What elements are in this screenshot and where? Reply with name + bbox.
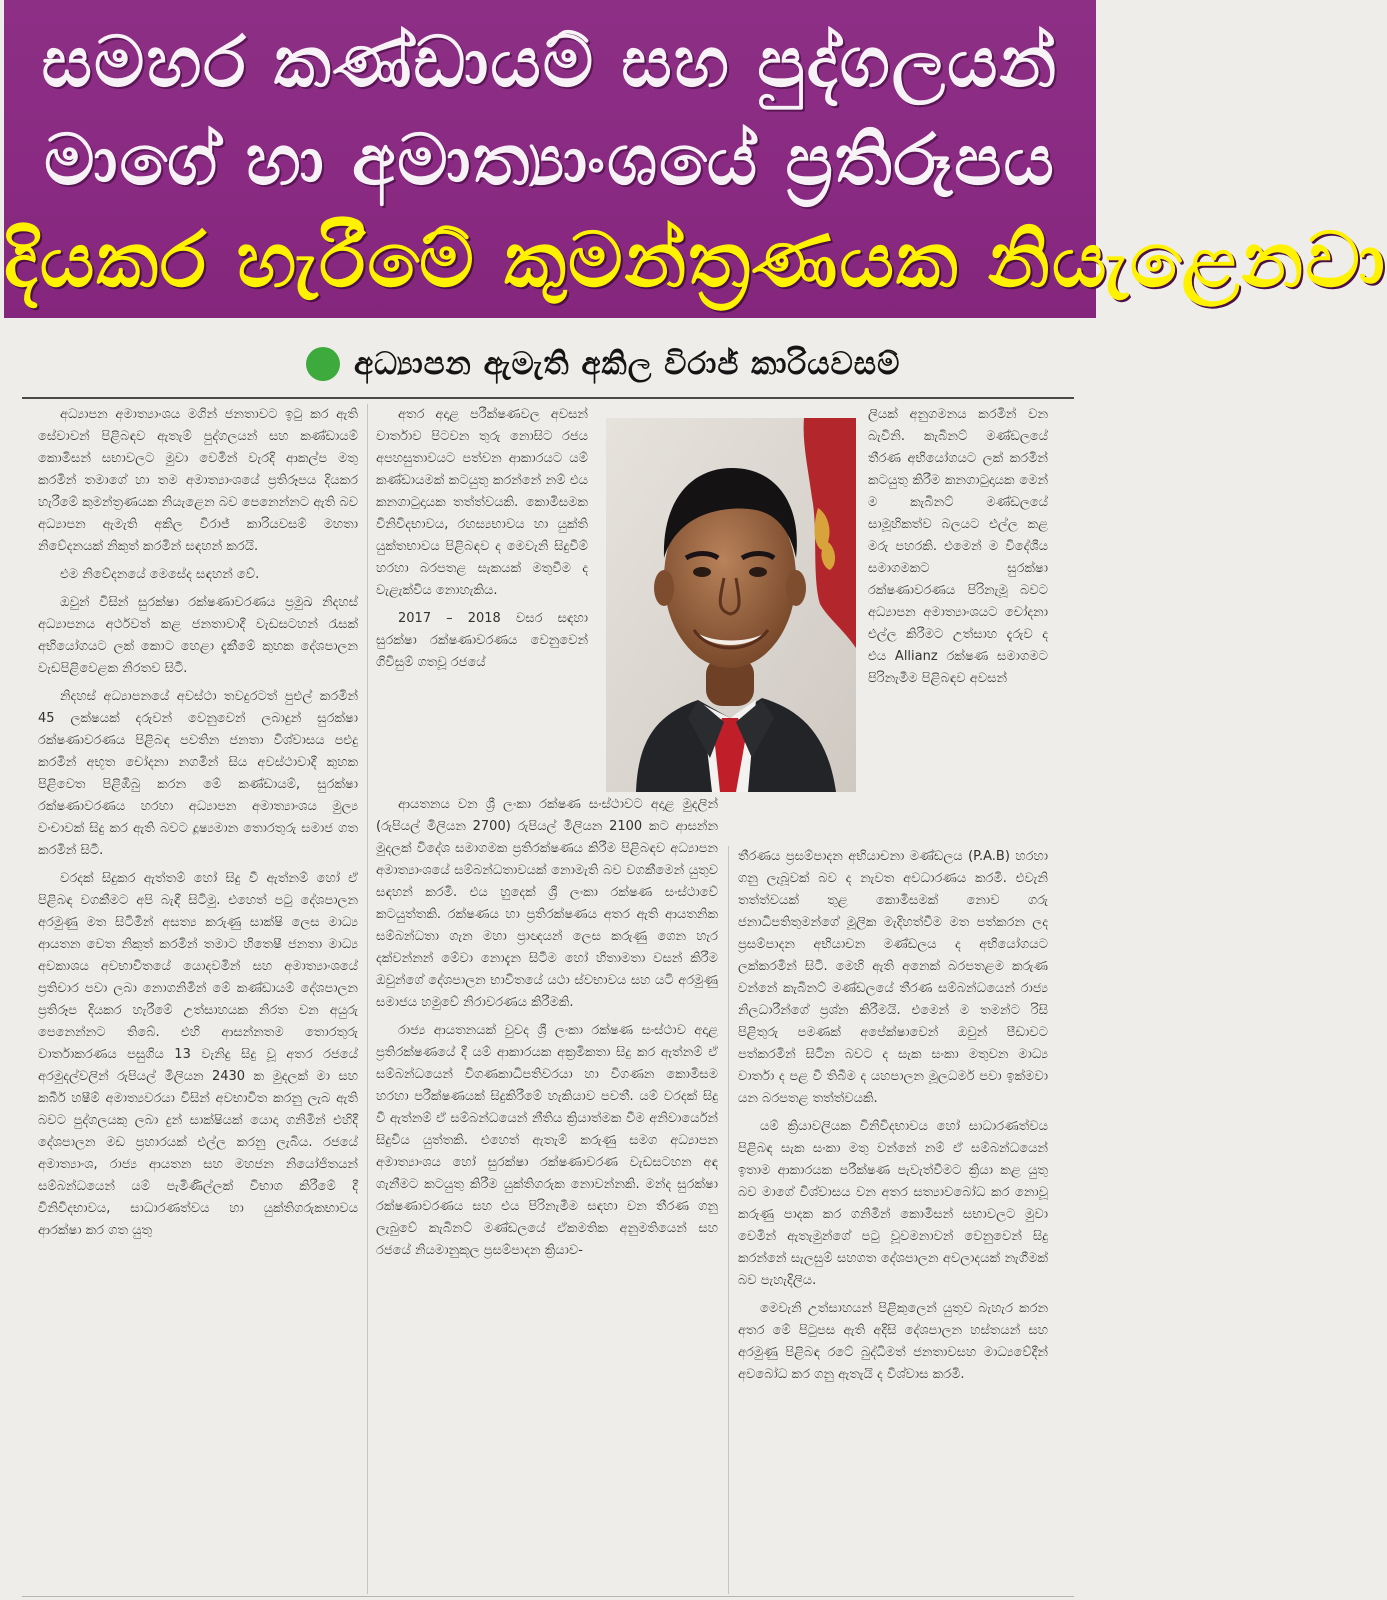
article-column-2-top (376, 404, 588, 790)
column-divider (367, 404, 368, 1594)
paragraph: ලියක් අනුගමනය කරමින් වන බැවිනි. කැබිනට් මණ්ඩලයේ තීරණ අභියෝගයට ලක් කරමින් කටයුතු කිරීම කනගාටුදායක මෙන් ම කැබිනට් මණ්ඩලයේ සාමූහිකත්ව බලයට එල්ල කළ මරු පහරකි. එමෙන් ම විදේශීය සමාගමකට සුරක්ෂා රක්ෂණාවරණය පිරිනැමූ බවට අධ්‍යාපන අමාත්‍යාංශයට චෝදනා එල්ල කිරීමට උත්සාහ දැරුව ද එය Allianz රක්ෂණ සමාගමට පිරිනැමීම පිළිබඳව අවසන් (868, 407, 1048, 686)
column-divider (728, 846, 729, 1594)
headline-banner (4, 0, 1387, 318)
headline-line-2: මාගේ හා අමාත්‍යාංශයේ ප්‍රතිරූපය (44, 119, 1056, 201)
paragraph: මෙවැනි උත්සාහයන් පිළිකුලෙන් යුතුව බැහැර කරන අතර මේ පිටුපස ඇති අදිසි දේශපාලන හස්තයන් සහ අරමුණු පිළිබඳ රටේ බුද්ධිමත් ජනතාවසහ මාධ්‍යවේදීන් අවබෝධ කර ගනු ඇතැයි ද විශ්වාස කරමි. (738, 1301, 1048, 1382)
green-dot-icon (306, 347, 340, 381)
paragraph: ඔවුන් විසින් සුරක්ෂා රක්ෂණාවරණය ප්‍රමුඛ නිදහස් අධ්‍යාපනය අර්ථවත් කළ ජනතාවාදී වැඩසටහන් රැසක් අභියෝගයට ලක් කොට හෙළා දැකීමේ කුහක දේශපාලන වැඩපිළිවෙළක නිරතව සිටී. (38, 595, 358, 676)
paragraph: ආයතනය වන ශ්‍රී ලංකා රක්ෂණ සංස්ථාවට අදාළ මුදලින් (රුපියල් මිලියන 2700) රුපියල් මිලියන 2100 කට ආසන්න මුදලක් විදේශ සමාගමක ප්‍රතිරක්ෂණය කිරීම පිළිබඳව අධ්‍යාපන අමාත්‍යාංශයේ සම්බන්ධතාවයක් නොමැති බව වගකීමෙන් යුතුව සඳහන් කරමි. එය හුදෙක් ශ්‍රී ලංකා රක්ෂණ සංස්ථාවේ කටයුත්තකි. රක්ෂණය හා ප්‍රතිරක්ෂණය අතර ඇති ආයතනික සම්බන්ධතා ගැන මහා ප්‍රාඥයන් ලෙස කරුණු ගෙන හැර දක්වන්නන් මේවා නොදැන සිටීම හෝ හිතාමතා වසන් කිරීම ඔවුන්ගේ දේශපාලන භාවිතයේ යථා ස්වභාවය සහ යටි අරමුණු සමාජය හමුවේ නිරාවරණය කිරීමකි. (376, 797, 718, 1010)
paragraph: නිදහස් අධ්‍යාපනයේ අවස්ථා තවදුරටත් පුළුල් කරමින් 45 ලක්ෂයක් දරුවන් වෙනුවෙන් ලබාදුන් සුරක්ෂා රක්ෂණාවරණය පිළිබඳ පවතින ජනතා විශ්වාසය පළුදු කරමින් අභූත චෝදනා නගමින් සිය අවස්ථාවාදී කුහක පිළිවෙත පිළිඹිබු කරන මේ කණ්ඩායම්, සුරක්ෂා රක්ෂණාවරණය හරහා අධ්‍යාපන අමාත්‍යාංශය මුල්‍ය වංචාවක් සිදු කර ඇති බවට දූෂ්‍යමාන තොරතුරු සමාජ ගත කරමින් සිටී. (38, 689, 358, 858)
paragraph: රාජ්‍ය ආයතනයක් වුවද ශ්‍රී ලංකා රක්ෂණ සංස්ථාව අදාළ ප්‍රතිරක්ෂණයේ දී යම් ආකාරයක අක්‍රමිකතා සිදු කර ඇත්නම් ඒ සම්බන්ධයෙන් විගණකාධිපතිවරයා හා විගණන කොමිසම හරහා පරීක්ෂණයක් සිදුකිරීමේ හැකියාව පවතී. යම් වරදක් සිදු වී ඇත්නම් ඒ සම්බන්ධයෙන් නීතිය ක්‍රියාත්මක වීම අනිවාර්යෙන් සිදුවිය යුත්තකි. එහෙත් ඇතැම් කරුණු සමග අධ්‍යාපන අමාත්‍යාංශය හෝ සුරක්ෂා රක්ෂණාවරණ වැඩසටහන අඳ ගැනීමට කටයුතු කිරීම යුක්තිගරුක නොවන්නකි. මන්ද සුරක්ෂා රක්ෂණාවරණය සහ එය පිරිනැමීම සඳහා වන තීරණ ගනු ලැබුවේ කැබිනට් මණ්ඩලයේ ඒකමතික අනුමතියෙන් සහ රජයේ නියමානුකූල ප්‍රසම්පාදන ක්‍රියාව- (376, 1023, 718, 1258)
paragraph: 2017 – 2018 වසර සඳහා සුරක්ෂා රක්ෂණාවරණය වෙනුවෙන් ගිවිසුම් ගතවූ රජයේ (376, 611, 588, 670)
byline-rule (22, 397, 1074, 399)
paragraph: වරදක් සිදුකර ඇත්තම් හෝ සිදු වී ඇත්නම් හෝ ඒ පිළිබඳ වගකීමට අපි බැඳී සිටිමු. එහෙත් පටු දේශපාලන අරමුණු මත සිටිමින් අසත්‍ය කරුණු සාක්ෂි ලෙස මාධ්‍ය ආයතන වෙත නිකුත් කරමින් තමාට හිතෙෂී ජනතා මාධ්‍ය අවකාශය අවභාවිතයේ යොදවමින් සහ අමාත්‍යාංශයේ ප්‍රතිචාර පවා ලබා නොගනිමින් මේ කණ්ඩායම් දේශපාලන ප්‍රතිරූප දියකර හැරීමේ උත්සාහයක නිරත වන අයුරු පෙනෙන්නට තිබේ. එහි ආසන්නතම තොරතුරු වාර්තාකරණය පසුගිය 13 වැනිදු සිදු වූ අතර රජයේ අරමුදල්වලින් රුපියල් මිලියන 2430 ක මුදලක් මා සහ කබීර් හෂීම් අමාත්‍යවරයා විසින් අවභාවිත කරනු ලැබ ඇති බවට පුද්ගලයකු ලබා දුන් සාක්ෂියක් යොදා ගනිමින් එහිදී දේශපාලන මඩ ප්‍රහාරයක් එල්ල කරනු ලැබිය. රජයේ අමාත්‍යාංශ, රාජ්‍ය ආයතන සහ මහජන නියෝජිතයන් සම්බන්ධයෙන් යම් පැමිණිල්ලක් විභාග කිරීමේ දී විනිවිදභාවය, සාධාරණත්වය හා යුක්තිගරුකභාවය ආරක්ෂා කර ගත යුතු (38, 871, 358, 1238)
page-bottom-rule (22, 1596, 1074, 1597)
paragraph: තීරණය ප්‍රසම්පාදන අභියාචනා මණ්ඩලය (P.A.B) හරහා ගනු ලැබූවක් බව ද නැවත අවධාරණය කරමි. එවැනි තත්ත්වයක් තුළ කොමිසමක් නොව ගරු ජනාධිපතිතුමන්ගේ මූලික මැදිහත්වීම මත පත්කරන ලද ප්‍රසම්පාදන අභියාචන මණ්ඩලය ද අභියෝගයට ලක්කරමින් සිටී. මෙහි ඇති අනෙක් බරපතළම කරුණ වන්නේ කැබිනට් මණ්ඩලයේ තීරණ සම්බන්ධයෙන් රාජ්‍ය නිලධාරීන්ගේ ප්‍රශ්න කිරීමයි. එමෙන් ම තමන්ට රිසි පිළිතුරු පමණක් අපේක්ෂාවෙන් ඔවුන් පීඩාවට පත්කරමින් සිටින බවට ද සැක සංකා මතුවන මාධ්‍ය වාර්තා ද පළ වී තිබීම ද යහපාලන මූලධර්ම පවා ඉක්මවා යන බරපතළ තත්ත්වයකි. (738, 849, 1048, 1106)
paragraph: යම් ක්‍රියාවලියක විනිවිදභාවය හෝ සාධාරණත්වය පිළිබඳ සැක සංකා මතු වන්නේ නම් ඒ සම්බන්ධයෙන් ඉතාම ආකාරයක පරීක්ෂණ පැවැත්වීමට ක්‍රියා කළ යුතු බව මාගේ විශ්වාසය වන අතර සත්‍යාවබෝධ කර නොවූ කරුණු පාදක කර ගනිමින් කොමිසන් සභාවලට මුවා වෙමින් ඇතැමුන්ගේ පටු වූවමනාවන් වෙනුවෙන් සිදු කරන්නේ සැලසුම් සහගත දේශපාලන අවලාදයක් නැගීමක් බව පැහැදිලිය. (738, 1119, 1048, 1288)
headline-line-3: දියකර හැරීමේ කුමන්ත්‍රණයක නියැළෙනවා (4, 215, 1387, 304)
paragraph: අතර අදාළ පරීක්ෂණවල අවසන් වාර්තාව පිටවන තුරු නොසිට රජය අපහසුතාවයට පත්වන ආකාරයට යම් කණ්ඩායමක් කටයුතු කරන්නේ නම් එය කනගාටුදායක තත්ත්වයකි. කොමිසමක විනිවිදභාවය, රහස්‍යභාවය හා යුක්ති යුක්තභාවය පිළිබඳව ද මෙවැනි සිදුවීම් හරහා බරපතළ සැකයක් මතුවීම ද වැළැක්විය නොහැකිය. (376, 407, 588, 598)
minister-portrait (606, 418, 856, 792)
article-column-3-top (868, 404, 1048, 844)
article-column-2-bottom (376, 794, 718, 1594)
paragraph: එම නිවේදනයේ මෙසේද සඳහන් වේ. (60, 567, 260, 582)
headline-line-1: සමහර කණ්ඩායම් සහ පුද්ගලයන් (41, 21, 1059, 103)
byline-author: අධ්‍යාපන ඇමැති අකිල විරාජ් කාරියවසම් (354, 345, 901, 382)
paragraph: අධ්‍යාපන අමාත්‍යාංශය මගින් ජනතාවට ඉටු කර ඇති සේවාවන් පිළිබඳව ඇතැම් පුද්ගලයන් සහ කණ්ඩායම් කොමිසන් සභාවලට මුවා වෙමින් වැරදි ආකල්ප මතු කරමින් තමාගේ හා තම අමාත්‍යාංශයේ ප්‍රතිරූපය දියකර හැරීමේ කුමන්ත්‍රණයක නියැළෙන බව පෙනෙන්නට ඇති බව අධ්‍යාපන ඇමැති අකිල විරාජ් කාරියවසම් මහතා නිවේදනයක් නිකුත් කරමින් සඳහන් කරයි. (38, 407, 358, 554)
article-column-3-bottom (738, 846, 1048, 1594)
byline (306, 336, 1050, 392)
article-column-1 (38, 404, 358, 1594)
